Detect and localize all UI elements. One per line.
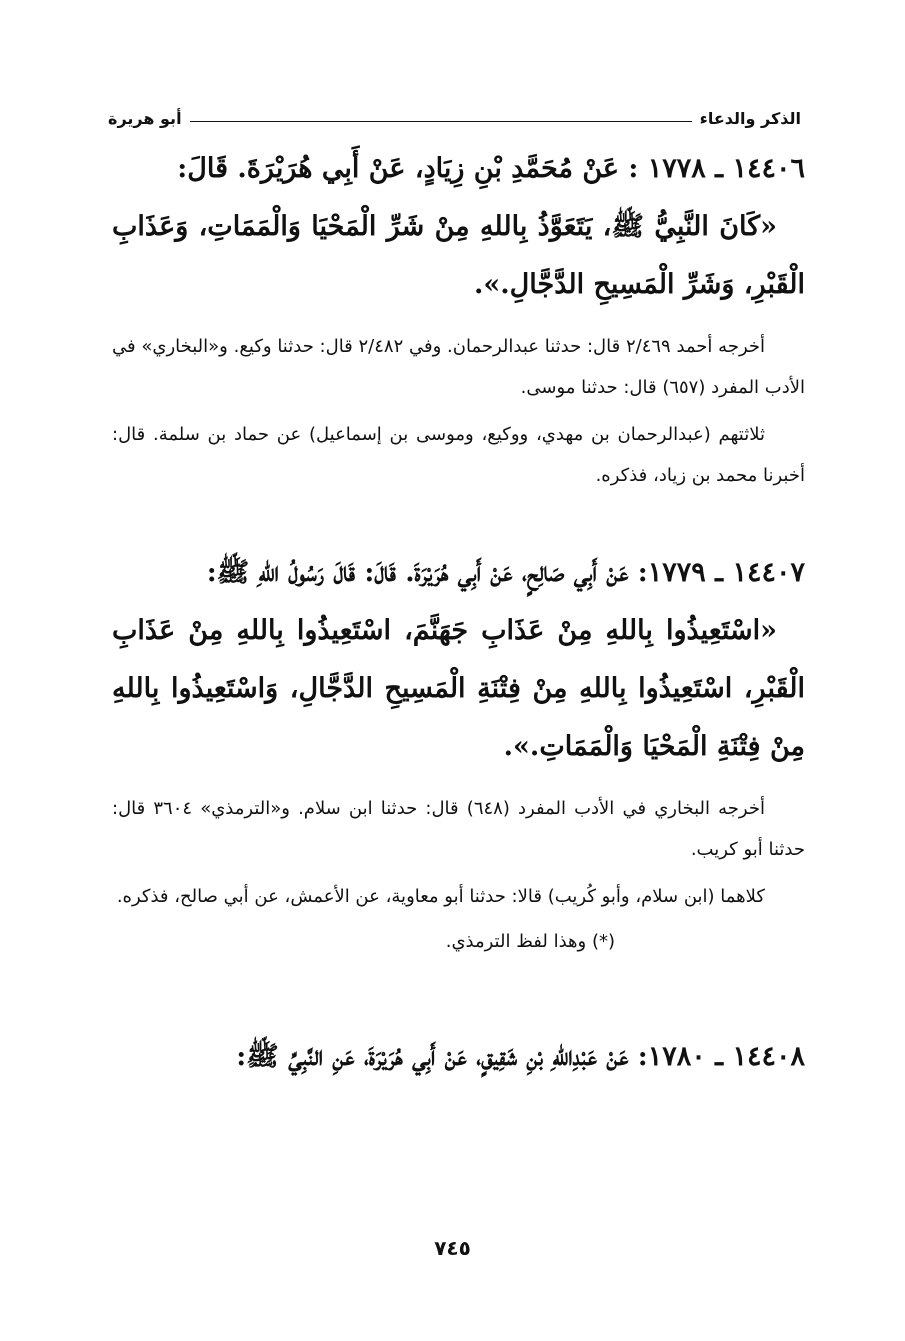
header-rule bbox=[190, 121, 692, 122]
hadith-3-head: ١٤٤٠٨ ـ ١٧٨٠: عَنْ عَبْدِاللهِ بْنِ شَقِيقٍ، عَنْ أَبِي هُرَيْرَةَ، عَنِ النَّبِيِّ ﷺ: bbox=[236, 1041, 805, 1072]
page-content bbox=[112, 140, 805, 1086]
page-number: ٧٤٥ bbox=[434, 1236, 471, 1260]
hadith-2-text: «اسْتَعِيذُوا بِاللهِ مِنْ عَذَابِ جَهَنَّمَ، اسْتَعِيذُوا بِاللهِ مِنْ عَذَابِ الْقَبْرِ، اسْتَعِيذُوا بِاللهِ مِنْ فِتْنَةِ الْمَسِيحِ الدَّجَّالِ، وَاسْتَعِيذُوا بِاللهِ مِنْ فِتْنَةِ الْمَحْيَا وَالْمَمَاتِ.». bbox=[112, 615, 805, 762]
running-header bbox=[108, 100, 801, 128]
hadith-1-takhrij-1: أخرجه أحمد ٢/٤٦٩ قال: حدثنا عبدالرحمان. وفي ٢/٤٨٢ قال: حدثنا وكيع. و«البخاري» في الأدب المفرد (٦٥٧) قال: حدثنا موسى. bbox=[112, 336, 805, 398]
section-spacer bbox=[112, 962, 805, 1028]
section-title: أبو هريرة bbox=[108, 109, 182, 128]
hadith-1-text: «كَانَ النَّبِيُّ ﷺ، يَتَعَوَّذُ بِاللهِ مِنْ شَرِّ الْمَحْيَا وَالْمَمَاتِ، وَعَذَابِ الْقَبْرِ، وَشَرِّ الْمَسِيحِ الدَّجَّالِ.». bbox=[112, 211, 805, 300]
book-title: الذكر والدعاء bbox=[699, 109, 801, 128]
hadith-2-note: (*) وهذا لفظ الترمذي. bbox=[445, 931, 615, 952]
hadith-1-takhrij-2: ثلاثتهم (عبدالرحمان بن مهدي، ووكيع، وموسى بن إسماعيل) عن حماد بن سلمة. قال: أخبرنا محمد بن زياد، فذكره. bbox=[112, 424, 805, 486]
hadith-2-takhrij-2: كلاهما (ابن سلام، وأبو كُريب) قالا: حدثنا أبو معاوية، عن الأعمش، عن أبي صالح، فذكره. bbox=[116, 886, 765, 907]
section-spacer bbox=[112, 496, 805, 544]
hadith-1-head: ١٤٤٠٦ ـ ١٧٧٨ : عَنْ مُحَمَّدِ بْنِ زِيَادٍ، عَنْ أَبِي هُرَيْرَةَ. قَالَ: bbox=[177, 153, 805, 184]
hadith-2-head: ١٤٤٠٧ ـ ١٧٧٩: عَنْ أَبِي صَالِحٍ، عَنْ أَبِي هُرَيْرَةَ. قَالَ: قَالَ رَسُولُ اللهِ ﷺ: bbox=[206, 557, 805, 588]
hadith-2-takhrij-1: أخرجه البخاري في الأدب المفرد (٦٤٨) قال: حدثنا ابن سلام. و«الترمذي» ٣٦٠٤ قال: حدثنا أبو كريب. bbox=[112, 798, 805, 860]
